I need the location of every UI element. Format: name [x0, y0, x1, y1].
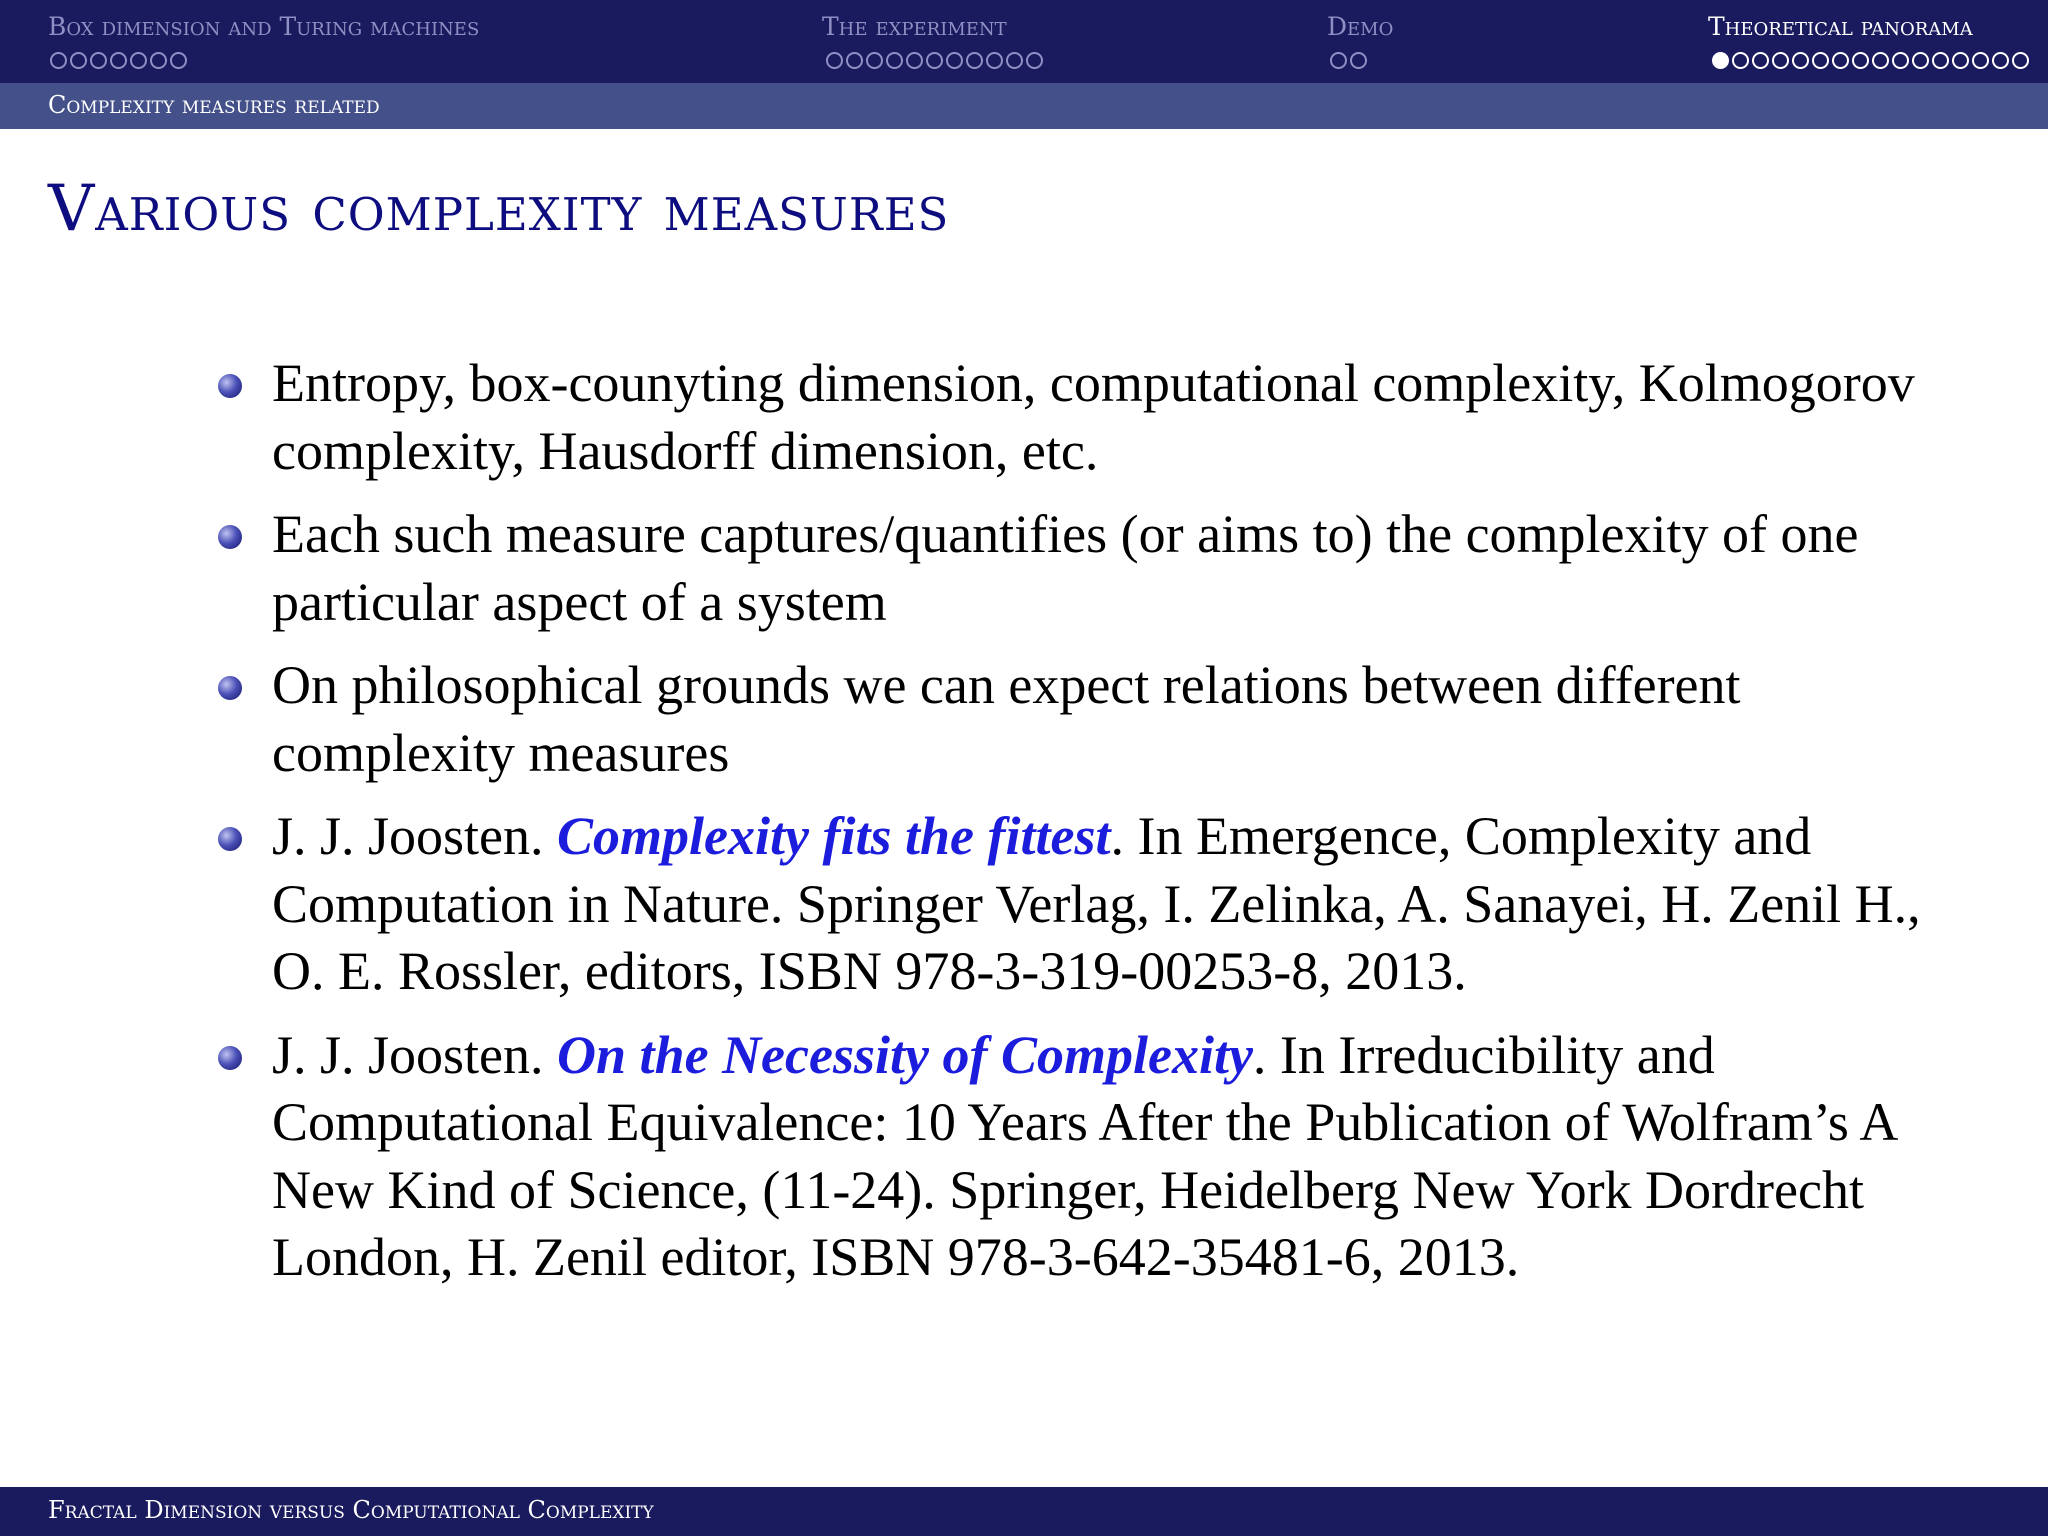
- nav-dot[interactable]: [1350, 52, 1367, 69]
- reference-details: . In Emergence, Complexity and Computation in Nature. Springer Verlag, I. Zelinka, A. Sanayei, H. Zenil H., O. E. Rossler, editors, ISBN 978-3-319-00253-8, 2013.: [272, 806, 1921, 1001]
- reference-title-link[interactable]: On the Necessity of Complexity: [557, 1024, 1253, 1085]
- bullet-text: Entropy, box-counyting dimension, computational complexity, Kolmogorov complexity, Hausdorff dimension, etc.: [272, 353, 1915, 481]
- reference-author: J. J. Joosten.: [272, 806, 558, 866]
- nav-dot[interactable]: [1772, 52, 1789, 69]
- nav-dot[interactable]: [1026, 52, 1043, 69]
- nav-dot[interactable]: [1872, 52, 1889, 69]
- nav-dot[interactable]: [1852, 52, 1869, 69]
- nav-dot[interactable]: [70, 52, 87, 69]
- reference-title-link[interactable]: Complexity fits the fittest: [557, 806, 1111, 866]
- nav-dot[interactable]: [1912, 52, 1929, 69]
- bullet-item: [210, 652, 1930, 787]
- bullet-text: Each such measure captures/quantifies (or aims to) the complexity of one particular aspect of a system: [272, 504, 1859, 632]
- nav-dot[interactable]: [866, 52, 883, 69]
- nav-dot[interactable]: [846, 52, 863, 69]
- nav-dot[interactable]: [1992, 52, 2009, 69]
- nav-dots-demo: [1330, 52, 1367, 69]
- nav-dot[interactable]: [2012, 52, 2029, 69]
- nav-dot[interactable]: [150, 52, 167, 69]
- nav-dot[interactable]: [1792, 52, 1809, 69]
- nav-dots-experiment: [826, 52, 1043, 69]
- reference-item: [210, 1022, 1930, 1292]
- bullet-ball-icon: [218, 827, 242, 851]
- nav-dot[interactable]: [1006, 52, 1023, 69]
- nav-section-demo[interactable]: Demo: [1327, 12, 1394, 41]
- bullet-text: On philosophical grounds we can expect relations between different complexity measures: [272, 655, 1741, 783]
- nav-dot[interactable]: [1932, 52, 1949, 69]
- nav-dot[interactable]: [50, 52, 67, 69]
- nav-dot[interactable]: [1812, 52, 1829, 69]
- nav-dots-theoretical-panorama: [1712, 52, 2029, 69]
- nav-dot[interactable]: [926, 52, 943, 69]
- nav-section-box-dimension[interactable]: Box dimension and Turing machines: [48, 12, 480, 41]
- nav-dot[interactable]: [886, 52, 903, 69]
- nav-dot[interactable]: [1972, 52, 1989, 69]
- nav-section-theoretical-panorama[interactable]: Theoretical panorama: [1708, 12, 1973, 41]
- bullet-ball-icon: [218, 676, 242, 700]
- nav-dot[interactable]: [130, 52, 147, 69]
- subsection-title: Complexity measures related: [48, 91, 380, 119]
- slide-content: [210, 350, 1930, 1308]
- nav-dot[interactable]: [1832, 52, 1849, 69]
- bullet-list: [210, 350, 1930, 1292]
- nav-dot[interactable]: [826, 52, 843, 69]
- subsection-bar: [0, 83, 2048, 129]
- nav-dot[interactable]: [110, 52, 127, 69]
- slide-title: Various complexity measures: [48, 172, 950, 246]
- bullet-item: [210, 501, 1930, 636]
- bullet-ball-icon: [218, 374, 242, 398]
- nav-dot[interactable]: [1752, 52, 1769, 69]
- nav-dot[interactable]: [906, 52, 923, 69]
- nav-dot[interactable]: [1330, 52, 1347, 69]
- nav-dot[interactable]: [90, 52, 107, 69]
- nav-dot[interactable]: [1892, 52, 1909, 69]
- reference-author: J. J. Joosten.: [272, 1024, 558, 1085]
- nav-dot[interactable]: [1732, 52, 1749, 69]
- section-navigation-bar: [0, 0, 2048, 83]
- nav-dots-box-dimension: [50, 52, 187, 69]
- nav-dot[interactable]: [966, 52, 983, 69]
- footer-bar: [0, 1487, 2048, 1536]
- nav-dot[interactable]: [170, 52, 187, 69]
- reference-item: [210, 803, 1930, 1006]
- nav-dot[interactable]: [1952, 52, 1969, 69]
- nav-dot-current[interactable]: [1712, 52, 1729, 69]
- nav-dot[interactable]: [986, 52, 1003, 69]
- nav-dot[interactable]: [946, 52, 963, 69]
- reference-details: . In Irreducibility and Computational Equivalence: 10 Years After the Publication of Wolfram’s A New Kind of Science, (11-24). Springer, Heidelberg New York Dordrecht London, H. Zenil editor, ISBN 978-3-642-35481-6, 2013.: [272, 1024, 1896, 1287]
- bullet-ball-icon: [218, 525, 242, 549]
- bullet-ball-icon: [218, 1046, 242, 1070]
- footer-presentation-title: Fractal Dimension versus Computational Complexity: [48, 1496, 654, 1524]
- bullet-item: [210, 350, 1930, 485]
- nav-section-experiment[interactable]: The experiment: [822, 12, 1007, 41]
